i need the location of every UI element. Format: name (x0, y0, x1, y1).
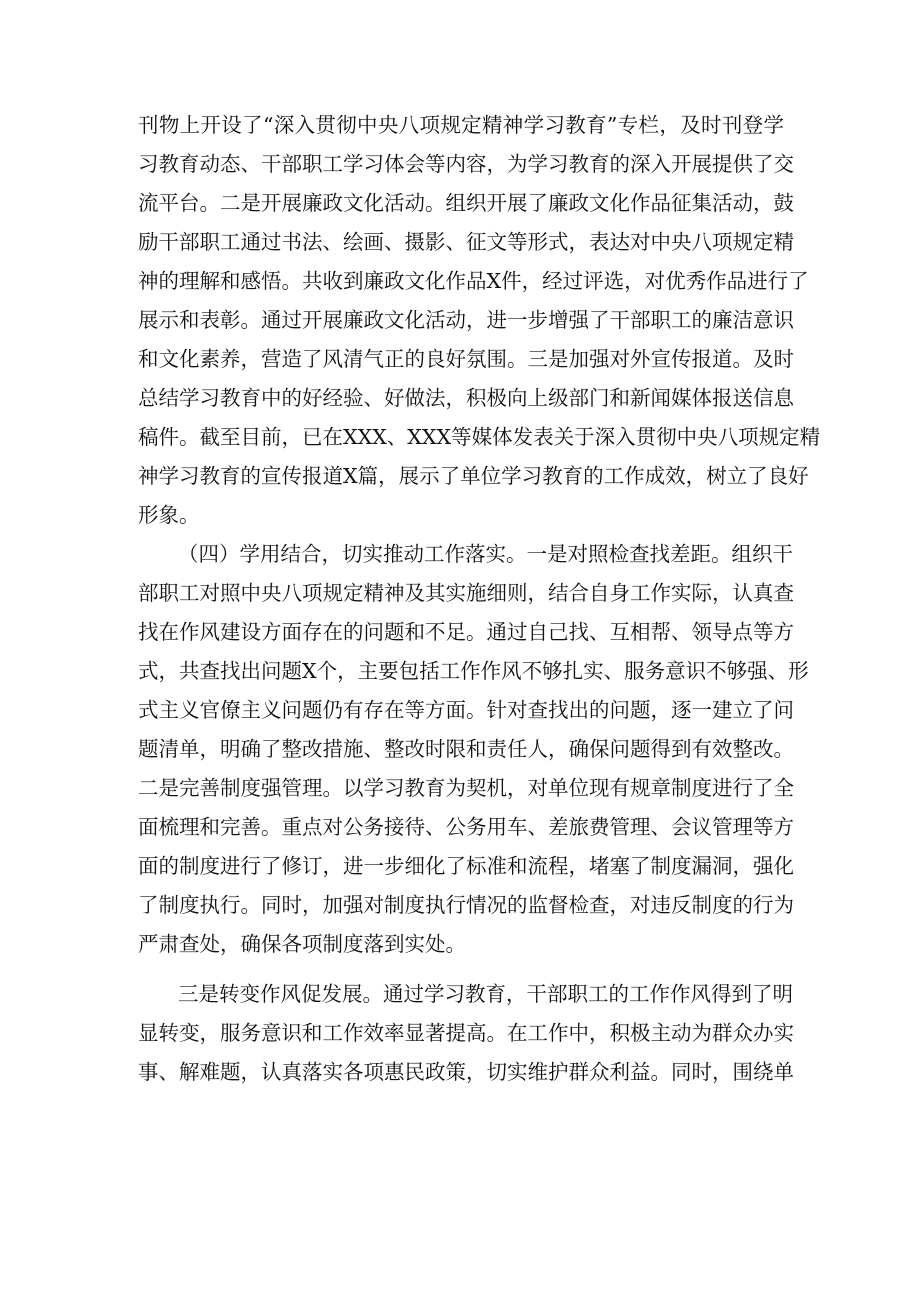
text-line: 部职工对照中央八项规定精神及其实施细则，结合自身工作实际，认真查 (138, 581, 794, 605)
text-line: 总结学习教育中的好经验、好做法，积极向上级部门和新闻媒体报送信息 (138, 386, 794, 410)
text-line: 习教育动态、干部职工学习体会等内容，为学习教育的深入开展提供了交 (138, 152, 794, 176)
text-line: 流平台。二是开展廉政文化活动。组织开展了廉政文化作品征集活动，鼓 (138, 191, 794, 215)
text-line: 显转变，服务意识和工作效率显著提高。在工作中，积极主动为群众办实 (138, 1021, 794, 1045)
paragraph-start-line: 三是转变作风促发展。通过学习教育，干部职工的工作作风得到了明 (178, 982, 793, 1006)
text-line: 面梳理和完善。重点对公务接待、公务用车、差旅费管理、会议管理等方 (138, 815, 794, 839)
paragraph-gap (138, 964, 784, 975)
text-line: 形象。 (138, 503, 200, 527)
text-line: 二是完善制度强管理。以学习教育为契机，对单位现有规章制度进行了全 (138, 776, 794, 800)
text-line: 式，共查找出问题X个，主要包括工作作风不够扎实、服务意识不够强、形 (138, 659, 809, 683)
text-line: 刊物上开设了“深入贯彻中央八项规定精神学习教育”专栏，及时刊登学 (138, 113, 784, 137)
text-line: 稿件。截至目前，已在XXX、XXX等媒体发表关于深入贯彻中央八项规定精 (138, 425, 821, 449)
text-line: 励干部职工通过书法、绘画、摄影、征文等形式，表达对中央八项规定精 (138, 230, 794, 254)
text-line: 神学习教育的宣传报道X篇，展示了单位学习教育的工作成效，树立了良好 (138, 464, 809, 488)
text-line: 面的制度进行了修订，进一步细化了标准和流程，堵塞了制度漏洞，强化 (138, 854, 794, 878)
text-line: 和文化素养，营造了风清气正的良好氛围。三是加强对外宣传报道。及时 (138, 347, 794, 371)
text-line: 神的理解和感悟。共收到廉政文化作品X件，经过评选，对优秀作品进行了 (138, 269, 809, 293)
text-line: 式主义官僚主义问题仍有存在等方面。针对查找出的问题，逐一建立了问 (138, 698, 794, 722)
text-line: 严肃查处，确保各项制度落到实处。 (138, 932, 466, 956)
text-line: 了制度执行。同时，加强对制度执行情况的监督检查，对违反制度的行为 (138, 893, 794, 917)
text-line: 题清单，明确了整改措施、整改时限和责任人，确保问题得到有效整改。 (138, 737, 794, 761)
text-line: 找在作风建设方面存在的问题和不足。通过自己找、互相帮、领导点等方 (138, 620, 794, 644)
text-line: 事、解难题，认真落实各项惠民政策，切实维护群众利益。同时，围绕单 (138, 1060, 794, 1084)
paragraph-heading-line: （四）学用结合，切实推动工作落实。一是对照检查找差距。组织干 (178, 542, 793, 566)
text-line: 展示和表彰。通过开展廉政文化活动，进一步增强了干部职工的廉洁意识 (138, 308, 794, 332)
document-body (138, 106, 821, 1092)
